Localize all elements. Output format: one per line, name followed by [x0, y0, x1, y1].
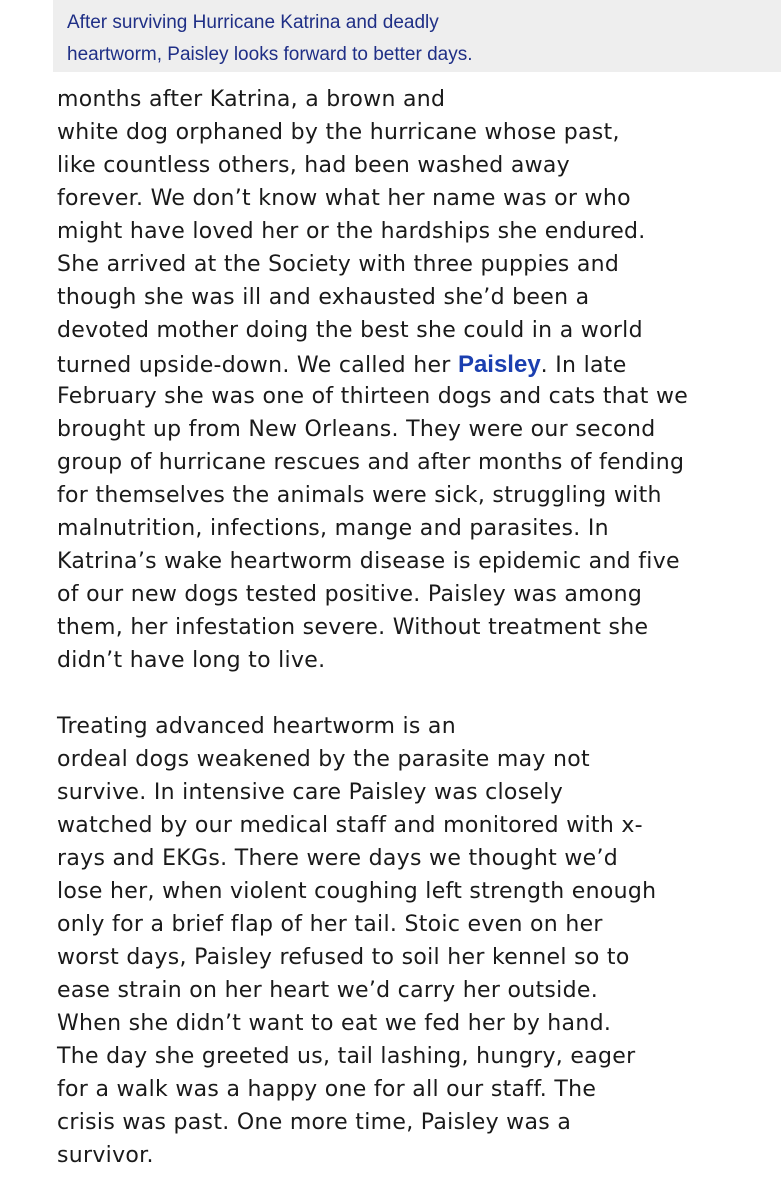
- paragraph-2-line: watched by our medical staff and monitored with x-: [57, 813, 643, 838]
- paragraph-1-line: might have loved her or the hardships she endured.: [57, 219, 646, 244]
- dog-name-highlight: Paisley: [457, 351, 541, 378]
- paragraph-1-line: February she was one of thirteen dogs and cats that we: [57, 384, 689, 409]
- paragraph-2-line: survive. In intensive care Paisley was closely: [57, 780, 564, 805]
- paragraph-1-line: white dog orphaned by the hurricane whose past,: [57, 120, 620, 145]
- paragraph-2-line: for a walk was a happy one for all our staff. The: [57, 1077, 597, 1102]
- paragraph-1-line: them, her infestation severe. Without treatment she: [57, 615, 649, 640]
- paragraph-1-line: like countless others, had been washed away: [57, 153, 571, 178]
- paragraph-1-line: Katrina’s wake heartworm disease is epidemic and five: [57, 549, 680, 574]
- paragraph-2-line: ordeal dogs weakened by the parasite may not: [57, 747, 590, 772]
- paragraph-1-line: of our new dogs tested positive. Paisley was among: [57, 582, 643, 607]
- paragraph-2-line: lose her, when violent coughing left strength enough: [57, 879, 657, 904]
- paragraph-2-line: rays and EKGs. There were days we thought we’d: [57, 846, 619, 871]
- paragraph-2-line: When she didn’t want to eat we fed her by hand.: [57, 1011, 612, 1036]
- paragraph-2-line: Treating advanced heartworm is an: [57, 714, 456, 739]
- paragraph-2-line: only for a brief flap of her tail. Stoic even on her: [57, 912, 603, 937]
- paragraph-2-line: The day she greeted us, tail lashing, hungry, eager: [57, 1044, 636, 1069]
- paragraph-1-text-after-name: . In late: [540, 353, 627, 378]
- paragraph-2-line: survivor.: [57, 1143, 154, 1168]
- paragraph-1-text-before-name: turned upside-down. We called her: [57, 353, 458, 378]
- paragraph-1-line: brought up from New Orleans. They were our second: [57, 417, 656, 442]
- paragraph-1-line: for themselves the animals were sick, struggling with: [57, 483, 662, 508]
- paragraph-1-line-with-name: [57, 351, 627, 379]
- paragraph-2-line: worst days, Paisley refused to soil her kennel so to: [57, 945, 630, 970]
- photo-caption-line-1: After surviving Hurricane Katrina and deadly: [67, 12, 439, 33]
- paragraph-1-line: months after Katrina, a brown and: [57, 87, 446, 112]
- paragraph-2-line: crisis was past. One more time, Paisley was a: [57, 1110, 572, 1135]
- paragraph-1-line: didn’t have long to live.: [57, 648, 326, 673]
- paragraph-1-line: She arrived at the Society with three puppies and: [57, 252, 620, 277]
- paragraph-1-line: though she was ill and exhausted she’d been a: [57, 285, 590, 310]
- paragraph-1-line: group of hurricane rescues and after months of fending: [57, 450, 685, 475]
- photo-caption-line-2: heartworm, Paisley looks forward to better days.: [67, 44, 473, 65]
- paragraph-1-line: malnutrition, infections, mange and parasites. In: [57, 516, 609, 541]
- paragraph-1-line: devoted mother doing the best she could in a world: [57, 318, 643, 343]
- paragraph-2-line: ease strain on her heart we’d carry her outside.: [57, 978, 598, 1003]
- paragraph-1-line: forever. We don’t know what her name was or who: [57, 186, 631, 211]
